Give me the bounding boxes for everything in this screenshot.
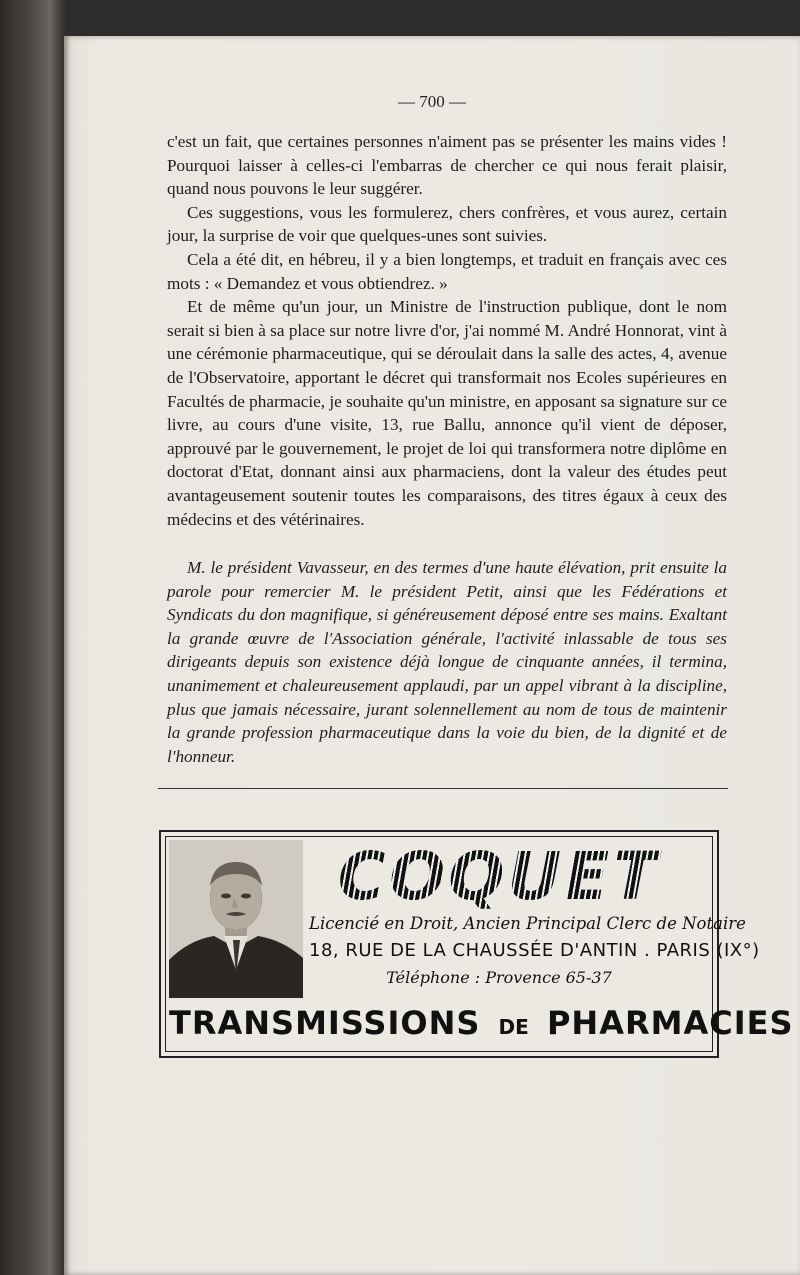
headline-transmissions: TRANSMISSIONS xyxy=(169,1004,481,1042)
section-divider xyxy=(158,788,728,789)
address-line: 18, RUE DE LA CHAUSSÉE D'ANTIN . PARIS (IX°) xyxy=(309,940,760,961)
portrait-photo-icon xyxy=(169,840,303,998)
advertisement-box xyxy=(159,830,794,1058)
paragraph-1: c'est un fait, que certaines personnes n'aiment pas se présenter les mains vides ! Pourquoi laisser à celles-ci l'embarras de chercher ce qui nous ferait plaisir, quand nous pouvons le leur suggérer. xyxy=(167,132,727,199)
book-page xyxy=(64,36,800,1275)
headline-pharmacies: PHARMACIES xyxy=(546,1004,794,1042)
paragraph-3: Cela a été dit, en hébreu, il y a bien longtemps, et traduit en français avec ces mots : « Demandez et vous obtiendrez. » xyxy=(167,249,727,293)
paragraph-2: Ces suggestions, vous les formulerez, chers confrères, et vous aurez, certain jour, la surprise de voir que quelques-unes sont suivies. xyxy=(167,202,727,246)
headline-de: DE xyxy=(498,1015,529,1039)
ad-headline xyxy=(169,1002,794,1048)
italic-paragraph: M. le président Vavasseur, en des termes d'une haute élévation, prit ensuite la parole pour remercier M. le président Petit, ainsi que les Fédérations et Syndicats du don magnifique, si généreusement déposé entre ses mains. Exaltant la grande œuvre de l'Association générale, l'activité inlassable de tous ses dirigeants depuis son existence déjà longue de cinquante années, il termina, unanimement et chaleureusement applaudi, par un appel vibrant à la discipline, plus que jamais nécessaire, jurant solennellement au nom de tous de maintenir la grande profession pharmaceutique dans la voie du bien, de la dignité et de l'honneur. xyxy=(167,558,727,766)
paragraph-4: Et de même qu'un jour, un Ministre de l'instruction publique, dont le nom serait si bien à sa place sur notre livre d'or, j'ai nommé M. André Honnorat, vint à une cérémonie pharmaceutique, qui se déroulait dans la salle des actes, 4, avenue de l'Observatoire, apportant le décret qui transformait nos Ecoles supérieures en Facultés de pharmacie, je souhaite qu'un ministre, en apposant sa signature sur ce livre, au cours d'une visite, 13, rue Ballu, annonce qu'il vient de déposer, approuvé par le gouvernement, le projet de loi qui transformera notre diplôme en doctorat d'Etat, donnant ainsi aux pharmaciens, dont la valeur des études peut avantageusement soutenir toutes les comparaisons, des titres égaux à ceux des médecins et des vétérinaires. xyxy=(167,297,727,529)
credentials-line: Licencié en Droit, Ancien Principal Clerc de Notaire xyxy=(309,914,746,933)
brand-name: COQUET xyxy=(309,844,689,910)
body-text xyxy=(167,130,727,531)
page-number: — 700 — xyxy=(398,92,466,111)
phone-line: Téléphone : Provence 65-37 xyxy=(386,968,612,987)
